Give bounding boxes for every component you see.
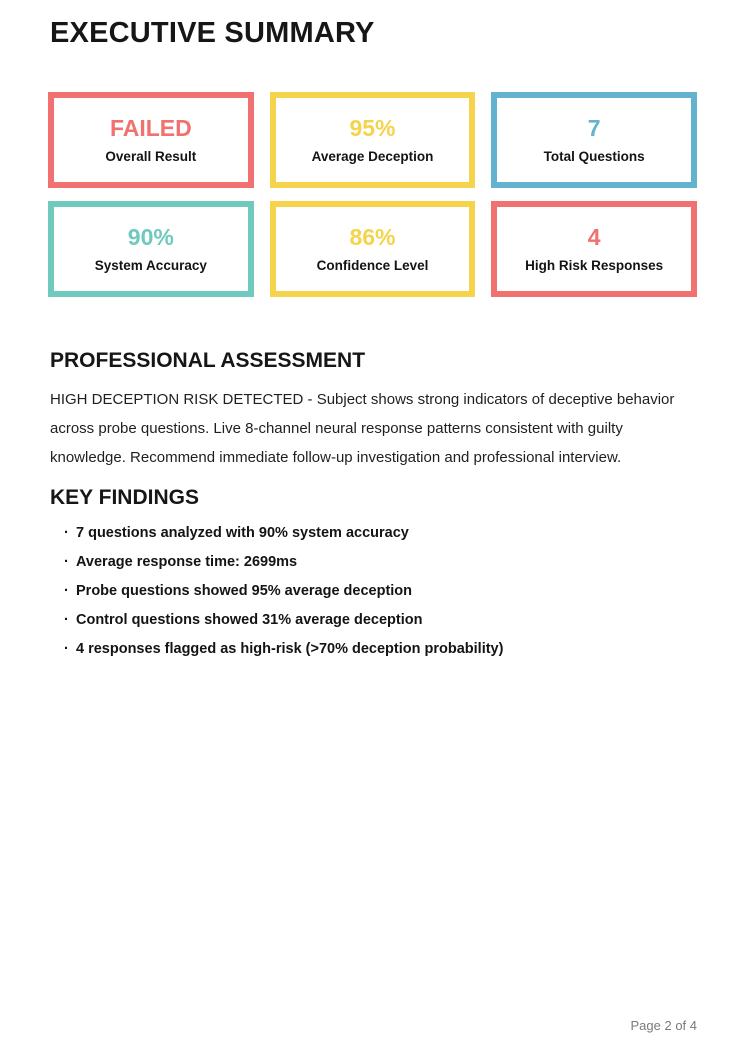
metric-value: 7 (587, 115, 601, 141)
metric-card-average-deception (270, 92, 476, 188)
metric-card-confidence-level (270, 201, 476, 297)
metric-label: System Accuracy (94, 258, 207, 273)
metric-value: FAILED (109, 115, 192, 141)
metric-label: Total Questions (543, 149, 645, 164)
metric-value: 86% (349, 224, 396, 250)
list-item (64, 612, 697, 628)
metric-value: 95% (349, 115, 396, 141)
assessment-section-heading: PROFESSIONAL ASSESSMENT (50, 349, 366, 372)
list-item-text: 7 questions analyzed with 90% system accuracy (76, 525, 409, 541)
findings-list (64, 525, 697, 657)
findings-section-heading: KEY FINDINGS (50, 486, 199, 509)
list-item-text: Probe questions showed 95% average deception (76, 583, 413, 599)
metric-label: Average Deception (311, 149, 434, 164)
list-item (64, 641, 697, 657)
metric-card-system-accuracy (48, 201, 254, 297)
list-item-text: 4 responses flagged as high-risk (>70% deception probability) (76, 641, 504, 657)
list-item (64, 583, 697, 599)
list-item-text: Average response time: 2699ms (76, 554, 298, 570)
metric-label: Overall Result (105, 149, 197, 164)
metric-value: 90% (127, 224, 174, 250)
metric-card-overall-result (48, 92, 254, 188)
bullet-marker: · (64, 612, 69, 628)
list-item (64, 525, 697, 541)
report-page (0, 18, 743, 1062)
page-number: Page 2 of 4 (630, 1018, 697, 1033)
list-item-text: Control questions showed 31% average deception (76, 612, 423, 628)
metric-card-high-risk-responses (491, 201, 697, 297)
metric-label: High Risk Responses (525, 258, 664, 273)
assessment-body-text: HIGH DECEPTION RISK DETECTED - Subject shows strong indicators of deceptive behavior across probe questions. Live 8-channel neural response patterns consistent with guilty knowledge. Recommend immediate follow-up investigation and professional interview. (50, 391, 675, 466)
metric-card-total-questions (491, 92, 697, 188)
bullet-marker: · (64, 641, 69, 657)
bullet-marker: · (64, 554, 69, 570)
bullet-marker: · (64, 583, 69, 599)
metric-label: Confidence Level (316, 258, 429, 273)
metrics-grid (48, 92, 697, 297)
page-title: EXECUTIVE SUMMARY (50, 17, 375, 49)
list-item (64, 554, 697, 570)
metric-value: 4 (587, 224, 601, 250)
bullet-marker: · (64, 525, 69, 541)
